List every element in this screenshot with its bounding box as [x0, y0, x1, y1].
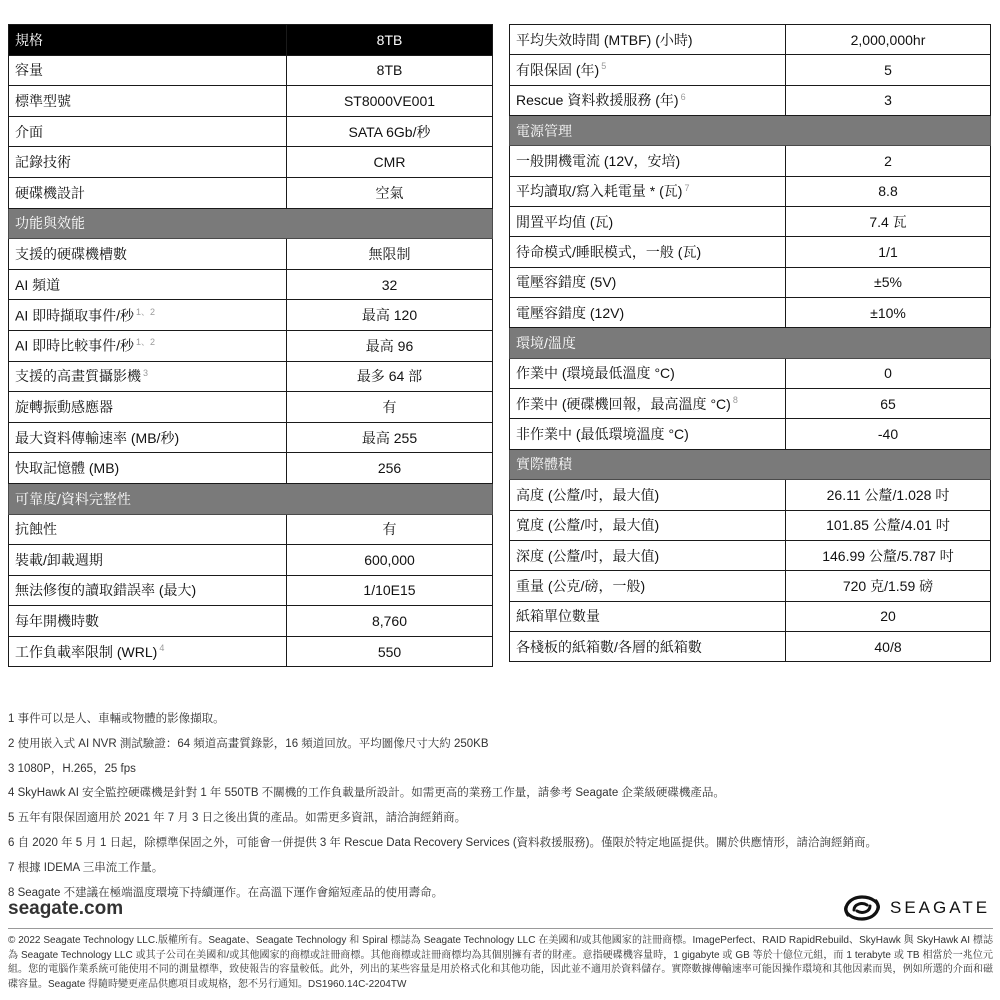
footnotes — [8, 707, 993, 905]
section-title: 功能與效能 — [9, 208, 493, 239]
table-row — [9, 422, 493, 453]
row-label: 支援的硬碟機槽數 — [15, 245, 127, 262]
row-label-cell — [9, 636, 287, 667]
table-row — [510, 631, 991, 661]
row-value: -40 — [786, 419, 991, 449]
row-label-cell — [510, 207, 786, 237]
row-label: 硬碟機設計 — [15, 184, 85, 201]
row-label: 標準型號 — [15, 92, 71, 109]
table-row — [9, 636, 493, 667]
table-row — [9, 116, 493, 147]
row-label-cell — [9, 361, 287, 392]
section-header — [9, 483, 493, 514]
row-label-cell — [510, 540, 786, 570]
row-label-cell — [9, 453, 287, 484]
row-value: 26.11 公釐/1.028 吋 — [786, 480, 991, 510]
row-label: 無法修復的讀取錯誤率 (最大) — [15, 582, 197, 599]
row-label-cell — [510, 267, 786, 297]
row-label: 有限保固 (年) — [516, 62, 600, 79]
header-label: 規格 — [9, 25, 287, 56]
row-label: 作業中 (硬碟機回報，最高溫度 °C) — [516, 395, 731, 412]
footnote-ref: 5 — [601, 61, 607, 72]
table-row — [510, 25, 991, 55]
row-value: 5 — [786, 55, 991, 85]
row-label-cell — [510, 631, 786, 661]
row-label-cell — [510, 146, 786, 176]
table-row — [9, 453, 493, 484]
row-label: 介面 — [15, 123, 43, 140]
row-label-cell — [510, 358, 786, 388]
row-value: 600,000 — [287, 545, 493, 576]
row-value: 0 — [786, 358, 991, 388]
row-value: 8.8 — [786, 176, 991, 206]
row-value: 8TB — [287, 55, 493, 86]
row-label-cell — [9, 239, 287, 270]
row-label-cell — [9, 86, 287, 117]
row-label-cell — [9, 514, 287, 545]
row-label-cell — [9, 606, 287, 637]
row-label-cell — [510, 389, 786, 419]
spec-table-right — [509, 24, 991, 662]
table-row — [9, 514, 493, 545]
seagate-spiral-icon — [840, 893, 884, 923]
row-value: 32 — [287, 269, 493, 300]
row-label: 工作負載率限制 (WRL) — [15, 643, 158, 660]
row-value: ST8000VE001 — [287, 86, 493, 117]
row-value: 無限制 — [287, 239, 493, 270]
divider — [8, 928, 993, 929]
row-label: 快取記憶體 (MB) — [15, 460, 120, 477]
row-label-cell — [9, 392, 287, 423]
section-title: 環境/溫度 — [510, 328, 991, 358]
section-title: 實際體積 — [510, 449, 991, 479]
row-label-cell — [9, 269, 287, 300]
row-value: 最多 64 部 — [287, 361, 493, 392]
row-value: 空氣 — [287, 177, 493, 208]
header-value: 8TB — [287, 25, 493, 56]
table-row — [510, 267, 991, 297]
footnote: 4 SkyHawk AI 安全監控硬碟機是針對 1 年 550TB 不關機的工作負載量所設計。如需更高的業務工作量，請參考 Seagate 企業級硬碟機產品。 — [8, 787, 725, 800]
table-row — [510, 419, 991, 449]
row-value: 最高 120 — [287, 300, 493, 331]
row-label-cell — [510, 480, 786, 510]
row-label: 平均失效時間 (MTBF) (小時) — [516, 31, 693, 48]
table-row — [510, 55, 991, 85]
row-label: 裝載/卸載週期 — [15, 551, 103, 568]
row-label-cell — [510, 510, 786, 540]
row-value: 1/10E15 — [287, 575, 493, 606]
brand-wordmark: SEAGATE — [890, 898, 991, 917]
row-label: 高度 (公釐/吋，最大值) — [516, 486, 660, 503]
row-value: 146.99 公釐/5.787 吋 — [786, 540, 991, 570]
row-label-cell — [510, 55, 786, 85]
row-value: 1/1 — [786, 237, 991, 267]
row-label-cell — [9, 545, 287, 576]
row-value: SATA 6Gb/秒 — [287, 116, 493, 147]
footnote-ref: 1、2 — [136, 337, 156, 348]
row-label: 深度 (公釐/吋，最大值) — [516, 547, 660, 564]
table-row — [9, 392, 493, 423]
footnote: 5 五年有限保固適用於 2021 年 7 月 3 日之後出貨的產品。如需更多資訊，請洽詢經銷商。 — [8, 812, 467, 825]
row-label: AI 即時比較事件/秒 — [15, 338, 135, 355]
row-value: 7.4 瓦 — [786, 207, 991, 237]
table-row — [9, 575, 493, 606]
row-label-cell — [510, 85, 786, 115]
table-row — [510, 85, 991, 115]
footnote-ref: 1、2 — [136, 306, 156, 317]
row-label: 各棧板的紙箱數/各層的紙箱數 — [516, 638, 702, 655]
row-value: 550 — [287, 636, 493, 667]
table-row — [9, 269, 493, 300]
row-label: 作業中 (環境最低溫度 °C) — [516, 365, 675, 382]
table-row — [510, 146, 991, 176]
row-value: 20 — [786, 601, 991, 631]
row-label: AI 頻道 — [15, 276, 61, 293]
footnote-ref: 8 — [732, 395, 738, 406]
section-title: 電源管理 — [510, 116, 991, 146]
legal-notice: © 2022 Seagate Technology LLC.版權所有。Seagate、Seagate Technology 和 Spiral 標誌為 Seagate Technology LLC 在美國和/或其他國家的註冊商標。ImagePerfect、RAID RapidRebuild、SkyHawk 與 SkyHawk AI 標誌為 Seagate Technology LLC 或其子公司在美國和/或其他國家的商標或註冊商標。其他商標或註冊商標均為其個別擁有者的財產。意指硬碟機容量時，1 gigabyte 或 GB 等於十億位元組，而 1 terabyte 或 TB 相當於一兆位元組。您的電腦作業系統可能使用不同的測量標準，致使報告的容量較低。此外，列出的某些容量是用於格式化和其他功能，因此並不適用於資料儲存。實際數據傳輸速率可能因操作環境和其他因素而異，例如所選的介面和磁碟容量。Seagate 得隨時變更產品供應項目或規格，恕不另行通知。DS1960.14C-2204TW — [8, 935, 993, 990]
table-row — [9, 177, 493, 208]
footnote: 7 根據 IDEMA 三串流工作量。 — [8, 861, 164, 874]
row-label: 非作業中 (最低環境溫度 °C) — [516, 426, 689, 443]
table-row — [510, 540, 991, 570]
row-label: 待命模式/睡眠模式，一般 (瓦) — [516, 244, 702, 261]
row-value: 256 — [287, 453, 493, 484]
table-row — [9, 239, 493, 270]
section-header — [510, 328, 991, 358]
table-row — [9, 606, 493, 637]
row-label: 最大資料傳輸速率 (MB/秒) — [15, 429, 180, 446]
row-value: 40/8 — [786, 631, 991, 661]
row-label-cell — [9, 575, 287, 606]
table-row — [510, 207, 991, 237]
row-label-cell — [9, 147, 287, 178]
row-value: ±10% — [786, 298, 991, 328]
row-label: 旋轉振動感應器 — [15, 398, 113, 415]
row-label: 電壓容錯度 (12V) — [516, 304, 625, 321]
row-label: 記錄技術 — [15, 154, 71, 171]
table-row — [9, 545, 493, 576]
row-label: 重量 (公克/磅，一般) — [516, 577, 646, 594]
table-row — [510, 601, 991, 631]
row-label-cell — [9, 300, 287, 331]
row-value: 有 — [287, 392, 493, 423]
row-label-cell — [510, 571, 786, 601]
row-label-cell — [510, 601, 786, 631]
table-row — [510, 389, 991, 419]
row-label-cell — [9, 330, 287, 361]
row-value: 65 — [786, 389, 991, 419]
row-label: 抗蝕性 — [15, 521, 57, 538]
table-row — [510, 237, 991, 267]
row-value: CMR — [287, 147, 493, 178]
row-label-cell — [9, 116, 287, 147]
row-value: 720 克/1.59 磅 — [786, 571, 991, 601]
section-header — [9, 208, 493, 239]
row-value: 3 — [786, 85, 991, 115]
row-value: 2,000,000hr — [786, 25, 991, 55]
table-row — [9, 361, 493, 392]
table-row — [510, 480, 991, 510]
row-label: 寬度 (公釐/吋，最大值) — [516, 517, 660, 534]
table-row — [510, 571, 991, 601]
footnote-ref: 4 — [159, 643, 165, 654]
spec-table-left — [8, 24, 493, 667]
table-row — [9, 330, 493, 361]
row-value: 有 — [287, 514, 493, 545]
section-title: 可靠度/資料完整性 — [9, 483, 493, 514]
row-label-cell — [9, 177, 287, 208]
row-label: 閒置平均值 (瓦) — [516, 213, 614, 230]
row-value: 8,760 — [287, 606, 493, 637]
footnote: 8 Seagate 不建議在極端溫度環境下持續運作。在高溫下運作會縮短產品的使用壽命。 — [8, 886, 444, 899]
row-label-cell — [510, 298, 786, 328]
footnote: 1 事件可以是人、車輛或物體的影像擷取。 — [8, 713, 225, 725]
row-label-cell — [510, 176, 786, 206]
row-label-cell — [510, 419, 786, 449]
table-header-row — [9, 25, 493, 56]
row-label: 容量 — [15, 62, 43, 79]
row-label-cell — [9, 422, 287, 453]
row-label: 電壓容錯度 (5V) — [516, 274, 617, 291]
seagate-logo — [840, 893, 990, 923]
footnote: 6 自 2020 年 5 月 1 日起，除標準保固之外，可能會一併提供 3 年 Rescue Data Recovery Services (資料救援服務)。僅限於特定地區提供。關於供應情形，請洽詢經銷商。 — [8, 836, 878, 849]
table-row — [510, 176, 991, 206]
row-label-cell — [9, 55, 287, 86]
row-label: 平均讀取/寫入耗電量 * (瓦) — [516, 183, 683, 200]
row-label-cell — [510, 25, 786, 55]
footnote-ref: 3 — [143, 367, 149, 378]
table-row — [9, 86, 493, 117]
row-label: 支援的高畫質攝影機 — [15, 368, 141, 385]
row-label: 每年開機時數 — [15, 613, 99, 630]
row-label: Rescue 資料救援服務 (年) — [516, 92, 679, 109]
row-value: 最高 255 — [287, 422, 493, 453]
row-label: 紙箱單位數量 — [516, 608, 600, 625]
row-label: AI 即時擷取事件/秒 — [15, 307, 135, 324]
row-label-cell — [510, 237, 786, 267]
table-row — [9, 55, 493, 86]
footnote-ref: 7 — [684, 182, 690, 193]
row-label: 一般開機電流 (12V，安培) — [516, 153, 681, 170]
row-value: 101.85 公釐/4.01 吋 — [786, 510, 991, 540]
table-row — [510, 358, 991, 388]
row-value: 最高 96 — [287, 330, 493, 361]
row-value: 2 — [786, 146, 991, 176]
footnote: 3 1080P，H.265，25 fps — [8, 762, 136, 775]
section-header — [510, 449, 991, 479]
footnote: 2 使用嵌入式 AI NVR 測試驗證：64 頻道高畫質錄影，16 頻道回放。平均圖像尺寸大約 250KB — [8, 737, 489, 750]
table-row — [510, 298, 991, 328]
row-value: ±5% — [786, 267, 991, 297]
table-row — [510, 510, 991, 540]
section-header — [510, 116, 991, 146]
table-row — [9, 147, 493, 178]
table-row — [9, 300, 493, 331]
website-link[interactable]: seagate.com — [8, 898, 124, 919]
footnote-ref: 6 — [680, 91, 686, 102]
